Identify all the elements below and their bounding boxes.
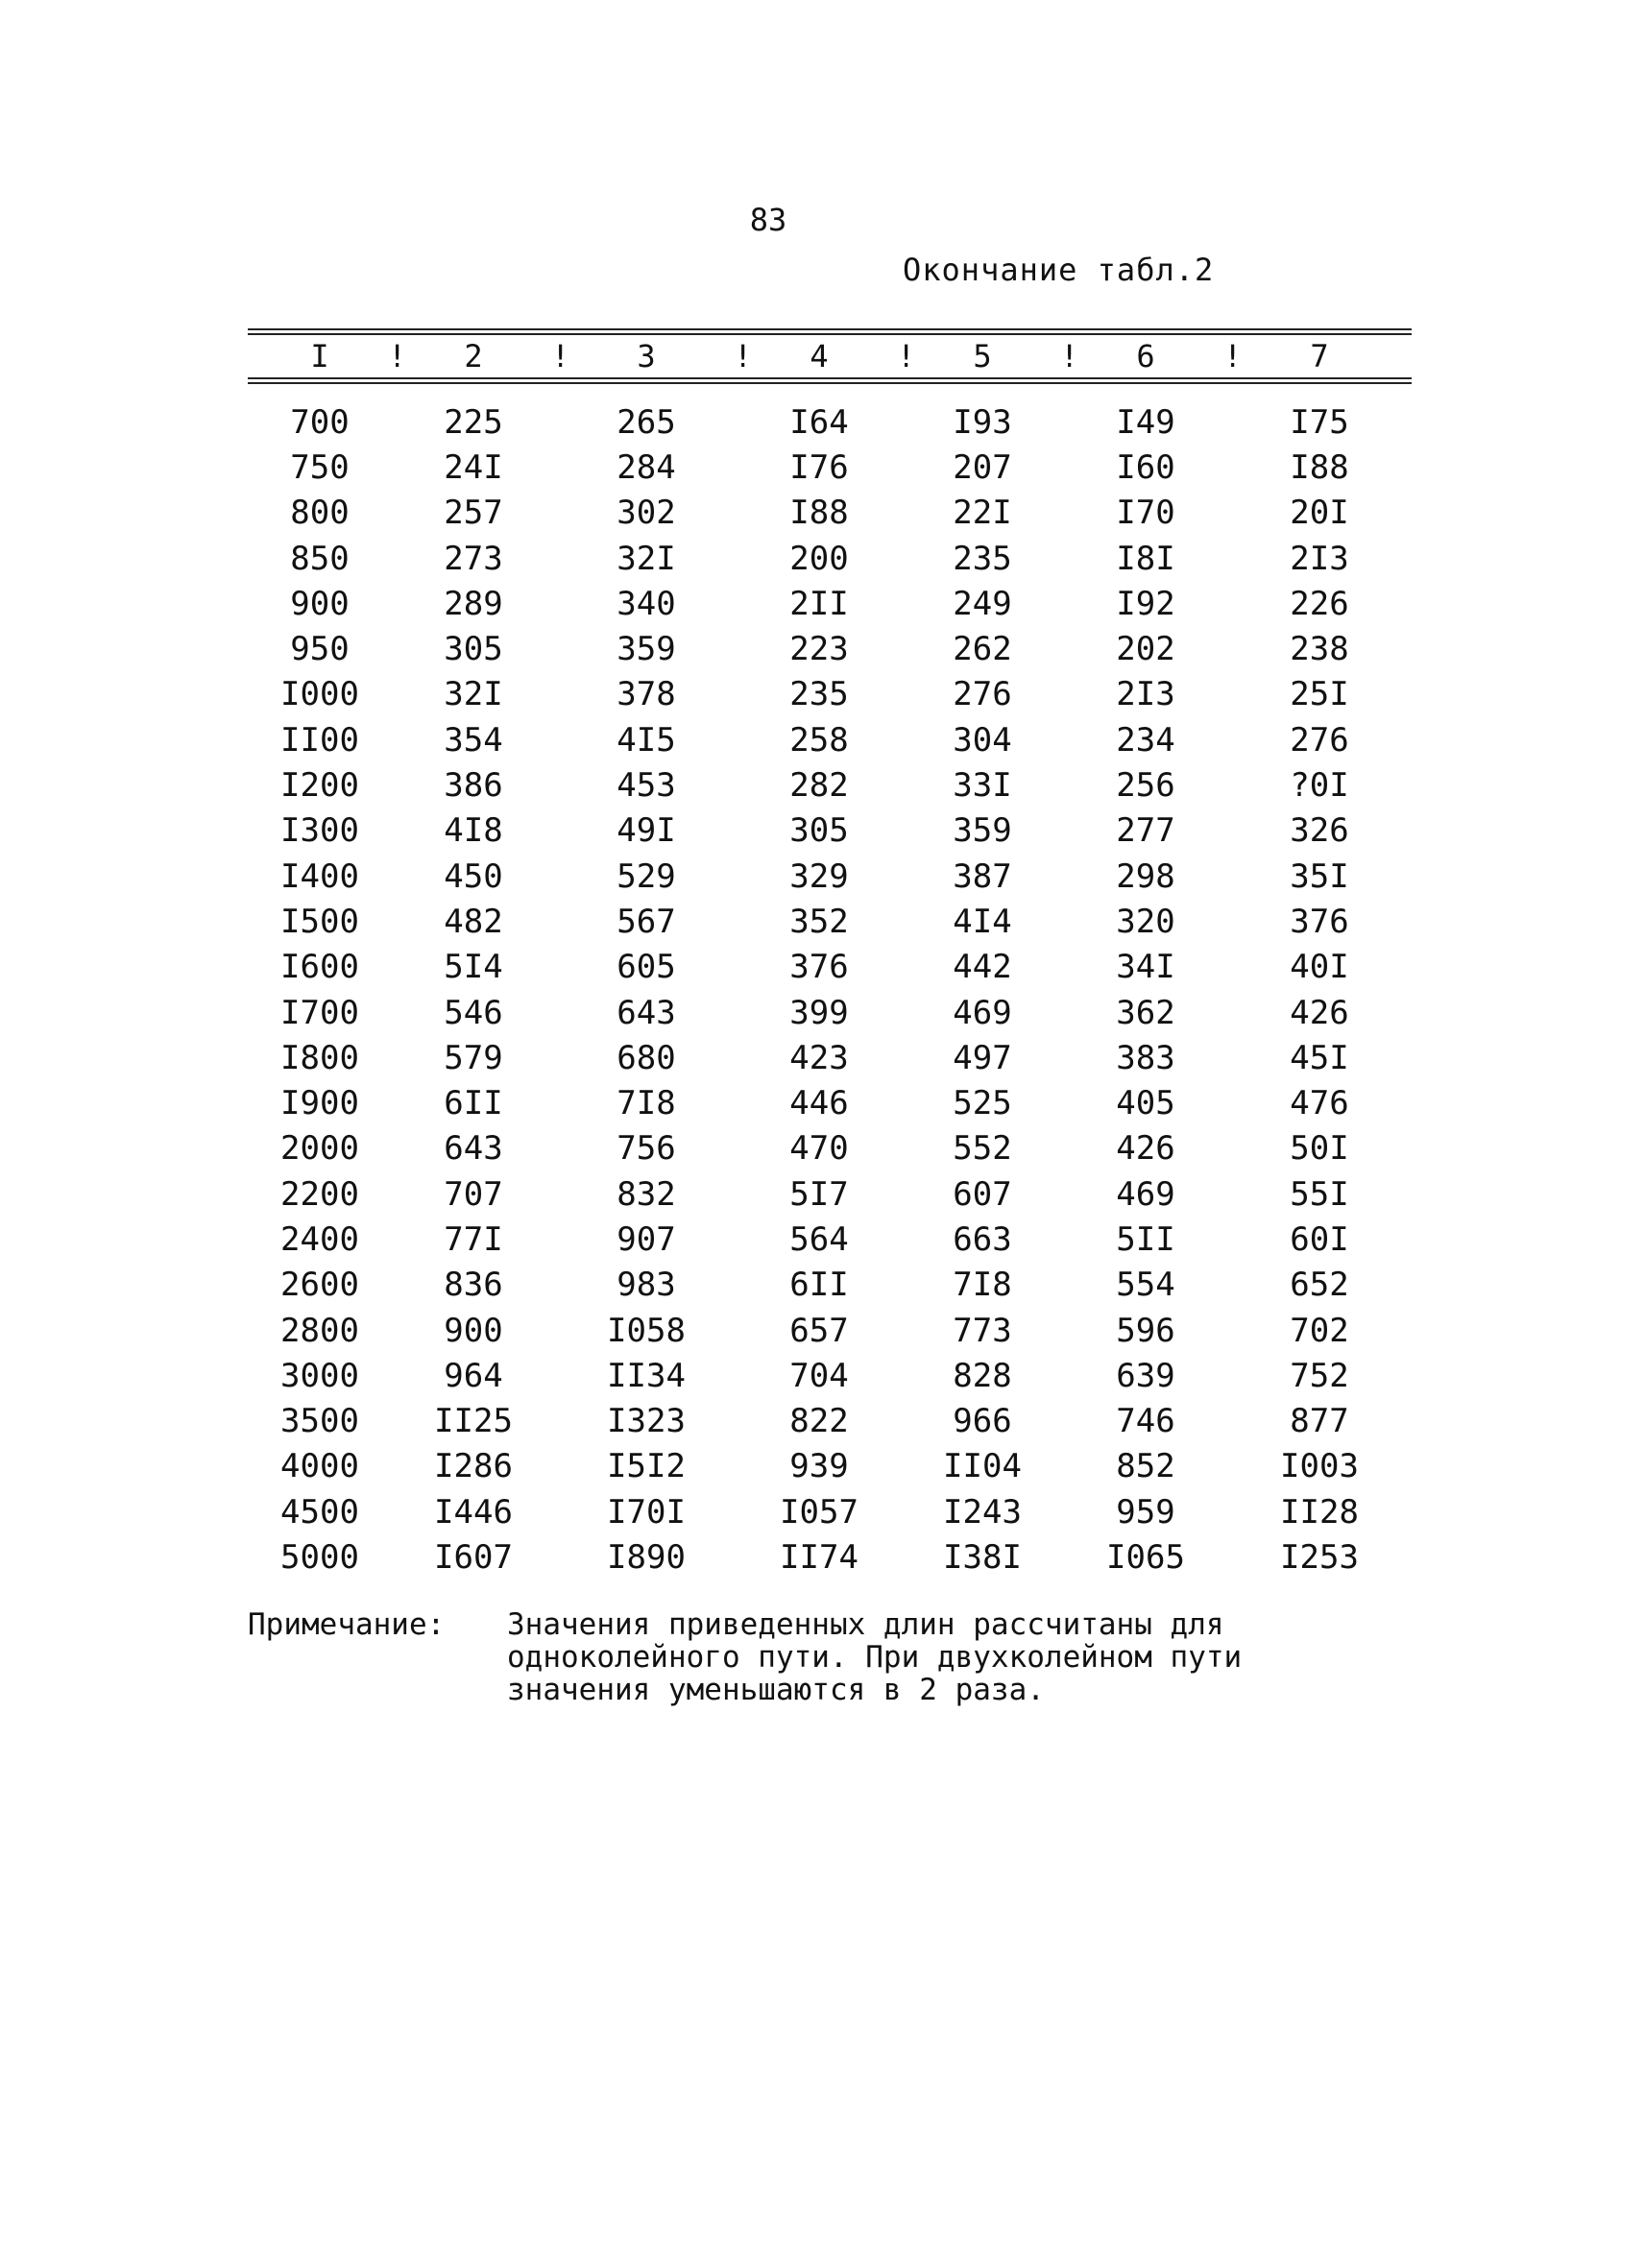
table-cell: 564 [789,1219,849,1259]
table-cell: 567 [616,902,676,941]
table-cell: I253 [1280,1538,1359,1578]
table-cell: 289 [444,584,503,623]
table-cell: 426 [1290,993,1349,1032]
table-cell: I607 [434,1538,513,1578]
table-cell: 22I [953,494,1012,533]
table-cell: 45I [1290,1038,1349,1077]
table-row [248,1353,1412,1398]
table-cell: II25 [434,1402,513,1441]
table-cell: 5000 [280,1538,359,1578]
table-cell: 643 [616,993,676,1032]
table-row [248,1080,1412,1125]
table-cell: 234 [1116,720,1175,760]
table-cell: 900 [444,1311,503,1350]
table-row [248,1534,1412,1580]
table-cell: I8I [1116,539,1175,578]
table-cell: 852 [1116,1447,1175,1486]
table-cell: 262 [953,630,1012,669]
table-cell: I70I [607,1492,686,1532]
table-cell: I60 [1116,447,1175,487]
table-cell: 359 [616,630,676,669]
table-cell: I5I2 [607,1447,686,1486]
table-cell: 226 [1290,584,1349,623]
table-cell: 643 [444,1129,503,1169]
table-cell: 4I8 [444,811,503,851]
table-cell: I93 [953,402,1012,442]
table-row [248,1308,1412,1353]
header-col-4: ! 4 [737,338,901,374]
table-cell: 376 [789,948,849,987]
table-cell: 3500 [280,1402,359,1441]
table-cell: I065 [1106,1538,1185,1578]
table-cell: I800 [280,1038,359,1077]
table-cell: 340 [616,584,676,623]
table-cell: 2000 [280,1129,359,1169]
table-cell: 256 [1116,766,1175,806]
table-cell: II28 [1280,1492,1359,1532]
table-cell: 276 [953,675,1012,714]
table-cell: 276 [1290,720,1349,760]
table-cell: 6II [444,1084,503,1123]
table-cell: 700 [290,402,350,442]
table-cell: 5II [1116,1219,1175,1259]
table-cell: 836 [444,1266,503,1305]
table-cell: 2400 [280,1219,359,1259]
table-cell: 453 [616,766,676,806]
table-cell: 442 [953,948,1012,987]
table-cell: 707 [444,1174,503,1214]
table-row [248,945,1412,990]
table-cell: 966 [953,1402,1012,1441]
table-cell: 773 [953,1311,1012,1350]
table-cell: 529 [616,857,676,896]
table-cell: 652 [1290,1266,1349,1305]
table-cell: 2800 [280,1311,359,1350]
table-cell: II74 [780,1538,858,1578]
table-cell: 405 [1116,1084,1175,1123]
table-row [248,990,1412,1035]
table-cell: 5I7 [789,1174,849,1214]
note-label: Примечание: [248,1607,446,1642]
table-cell: 657 [789,1311,849,1350]
table-cell: I500 [280,902,359,941]
table-cell: 423 [789,1038,849,1077]
table-row [248,581,1412,626]
table-cell: 639 [1116,1356,1175,1395]
table-cell: I64 [789,402,849,442]
table-cell: 2600 [280,1266,359,1305]
table-cell: 497 [953,1038,1012,1077]
page-number: 83 [749,202,787,238]
table-cell: 34I [1116,948,1175,987]
table-cell: I75 [1290,402,1349,442]
table-cell: 7I8 [953,1266,1012,1305]
table-cell: 302 [616,494,676,533]
table-cell: I88 [1290,447,1349,487]
table-cell: 352 [789,902,849,941]
table-cell: II00 [280,720,359,760]
table-cell: 470 [789,1129,849,1169]
table-cell: I446 [434,1492,513,1532]
table-cell: 383 [1116,1038,1175,1077]
table-cell: 605 [616,948,676,987]
table-cell: 257 [444,494,503,533]
note-line: значения уменьшаются в 2 раза. [507,1673,1045,1707]
table-cell: 552 [953,1129,1012,1169]
table-cell: 554 [1116,1266,1175,1305]
table-cell: I38I [943,1538,1022,1578]
table-cell: 386 [444,766,503,806]
table-cell: 235 [953,539,1012,578]
table-cell: 704 [789,1356,849,1395]
table-caption: Окончание табл.2 [903,252,1215,288]
table-cell: 3000 [280,1356,359,1395]
table-cell: II04 [943,1447,1022,1486]
table-cell: 5I4 [444,948,503,987]
table-body [248,399,1412,1580]
table-cell: 25I [1290,675,1349,714]
table-cell: 282 [789,766,849,806]
table-cell: 6II [789,1266,849,1305]
note-text [507,1608,1400,1706]
table-cell: I286 [434,1447,513,1486]
table-cell: 950 [290,630,350,669]
table-top-rule [248,328,1412,335]
table-row [248,854,1412,899]
table-cell: 4I5 [616,720,676,760]
table-cell: 579 [444,1038,503,1077]
table-cell: 265 [616,402,676,442]
header-col-6: ! 6 [1064,338,1227,374]
table-cell: 756 [616,1129,676,1169]
table-cell: I200 [280,766,359,806]
table-cell: I76 [789,447,849,487]
table-row [248,672,1412,717]
table-cell: 752 [1290,1356,1349,1395]
table-cell: 249 [953,584,1012,623]
table-cell: 959 [1116,1492,1175,1532]
table-cell: 207 [953,447,1012,487]
table-cell: 7I8 [616,1084,676,1123]
table-cell: 2200 [280,1174,359,1214]
table-cell: 850 [290,539,350,578]
table-cell: 305 [444,630,503,669]
table-cell: 258 [789,720,849,760]
table-cell: 907 [616,1219,676,1259]
table-cell: 399 [789,993,849,1032]
table-row [248,762,1412,808]
table-cell: I300 [280,811,359,851]
table-cell: 828 [953,1356,1012,1395]
table-row [248,1126,1412,1171]
table-cell: I243 [943,1492,1022,1532]
table-cell: 77I [444,1219,503,1259]
table-cell: 32I [444,675,503,714]
table-cell: I700 [280,993,359,1032]
header-col-5: ! 5 [901,338,1064,374]
header-col-2: ! 2 [392,338,555,374]
table-cell: 832 [616,1174,676,1214]
note-line: одноколейного пути. При двухколейном пути [507,1640,1243,1675]
table-cell: 663 [953,1219,1012,1259]
table-cell: 469 [953,993,1012,1032]
table-row [248,626,1412,671]
table-row [248,808,1412,854]
table-cell: 939 [789,1447,849,1486]
table-cell: I70 [1116,494,1175,533]
table-row [248,1035,1412,1080]
table-cell: 329 [789,857,849,896]
table-cell: 273 [444,539,503,578]
table-cell: 877 [1290,1402,1349,1441]
table-row [248,399,1412,445]
table-cell: 450 [444,857,503,896]
table-cell: 202 [1116,630,1175,669]
table-cell: 24I [444,447,503,487]
table-cell: 607 [953,1174,1012,1214]
table-cell: 4000 [280,1447,359,1486]
table-cell: 482 [444,902,503,941]
table-row [248,1489,1412,1534]
table-cell: 2I3 [1116,675,1175,714]
table-header-row [248,335,1412,377]
table-cell: I92 [1116,584,1175,623]
table-cell: 49I [616,811,676,851]
table-cell: I88 [789,494,849,533]
table-cell: 2I3 [1290,539,1349,578]
table-cell: 900 [290,584,350,623]
table-cell: 32I [616,539,676,578]
table-cell: 750 [290,447,350,487]
table-cell: 4I4 [953,902,1012,941]
table-cell: 238 [1290,630,1349,669]
table-cell: I600 [280,948,359,987]
table-cell: 277 [1116,811,1175,851]
table-cell: 223 [789,630,849,669]
table-cell: 546 [444,993,503,1032]
table-cell: 525 [953,1084,1012,1123]
note [248,1608,1400,1706]
table-cell: 33I [953,766,1012,806]
table-row [248,536,1412,581]
table-cell: 378 [616,675,676,714]
table-cell: 354 [444,720,503,760]
table-cell: 284 [616,447,676,487]
table-cell: 50I [1290,1129,1349,1169]
table-cell: 225 [444,402,503,442]
table-cell: 326 [1290,811,1349,851]
data-table [248,328,1412,1580]
table-cell: 2II [789,584,849,623]
table-cell: I890 [607,1538,686,1578]
table-cell: 822 [789,1402,849,1441]
table-cell: 680 [616,1038,676,1077]
table-row [248,445,1412,490]
table-cell: 964 [444,1356,503,1395]
table-row [248,717,1412,762]
table-header-rule [248,377,1412,384]
table-row [248,1444,1412,1489]
table-cell: 426 [1116,1129,1175,1169]
table-cell: I400 [280,857,359,896]
table-cell: 596 [1116,1311,1175,1350]
table-cell: ?0I [1290,766,1349,806]
table-row [248,899,1412,944]
header-col-7: ! 7 [1227,338,1412,374]
table-cell: 800 [290,494,350,533]
table-cell: I900 [280,1084,359,1123]
table-row [248,1217,1412,1262]
table-cell: 476 [1290,1084,1349,1123]
table-cell: 200 [789,539,849,578]
table-cell: 446 [789,1084,849,1123]
table-row [248,1263,1412,1308]
header-col-3: ! 3 [555,338,737,374]
table-row [248,491,1412,536]
table-cell: 359 [953,811,1012,851]
table-cell: 298 [1116,857,1175,896]
table-cell: 469 [1116,1174,1175,1214]
header-col-1: I [310,338,329,374]
table-cell: 746 [1116,1402,1175,1441]
table-cell: I000 [280,675,359,714]
table-cell: 20I [1290,494,1349,533]
table-row [248,1171,1412,1217]
table-cell: 387 [953,857,1012,896]
table-cell: 55I [1290,1174,1349,1214]
table-cell: II34 [607,1356,686,1395]
table-cell: I057 [780,1492,858,1532]
table-cell: 4500 [280,1492,359,1532]
table-cell: 320 [1116,902,1175,941]
table-cell: 35I [1290,857,1349,896]
table-cell: 40I [1290,948,1349,987]
table-cell: 60I [1290,1219,1349,1259]
table-cell: 305 [789,811,849,851]
table-cell: I003 [1280,1447,1359,1486]
note-line: Значения приведенных длин рассчитаны для [507,1607,1224,1642]
table-cell: 235 [789,675,849,714]
table-cell: 362 [1116,993,1175,1032]
table-cell: 304 [953,720,1012,760]
table-cell: 702 [1290,1311,1349,1350]
table-cell: 983 [616,1266,676,1305]
table-cell: 376 [1290,902,1349,941]
table-row [248,1399,1412,1444]
table-cell: I323 [607,1402,686,1441]
table-cell: I49 [1116,402,1175,442]
table-cell: I058 [607,1311,686,1350]
